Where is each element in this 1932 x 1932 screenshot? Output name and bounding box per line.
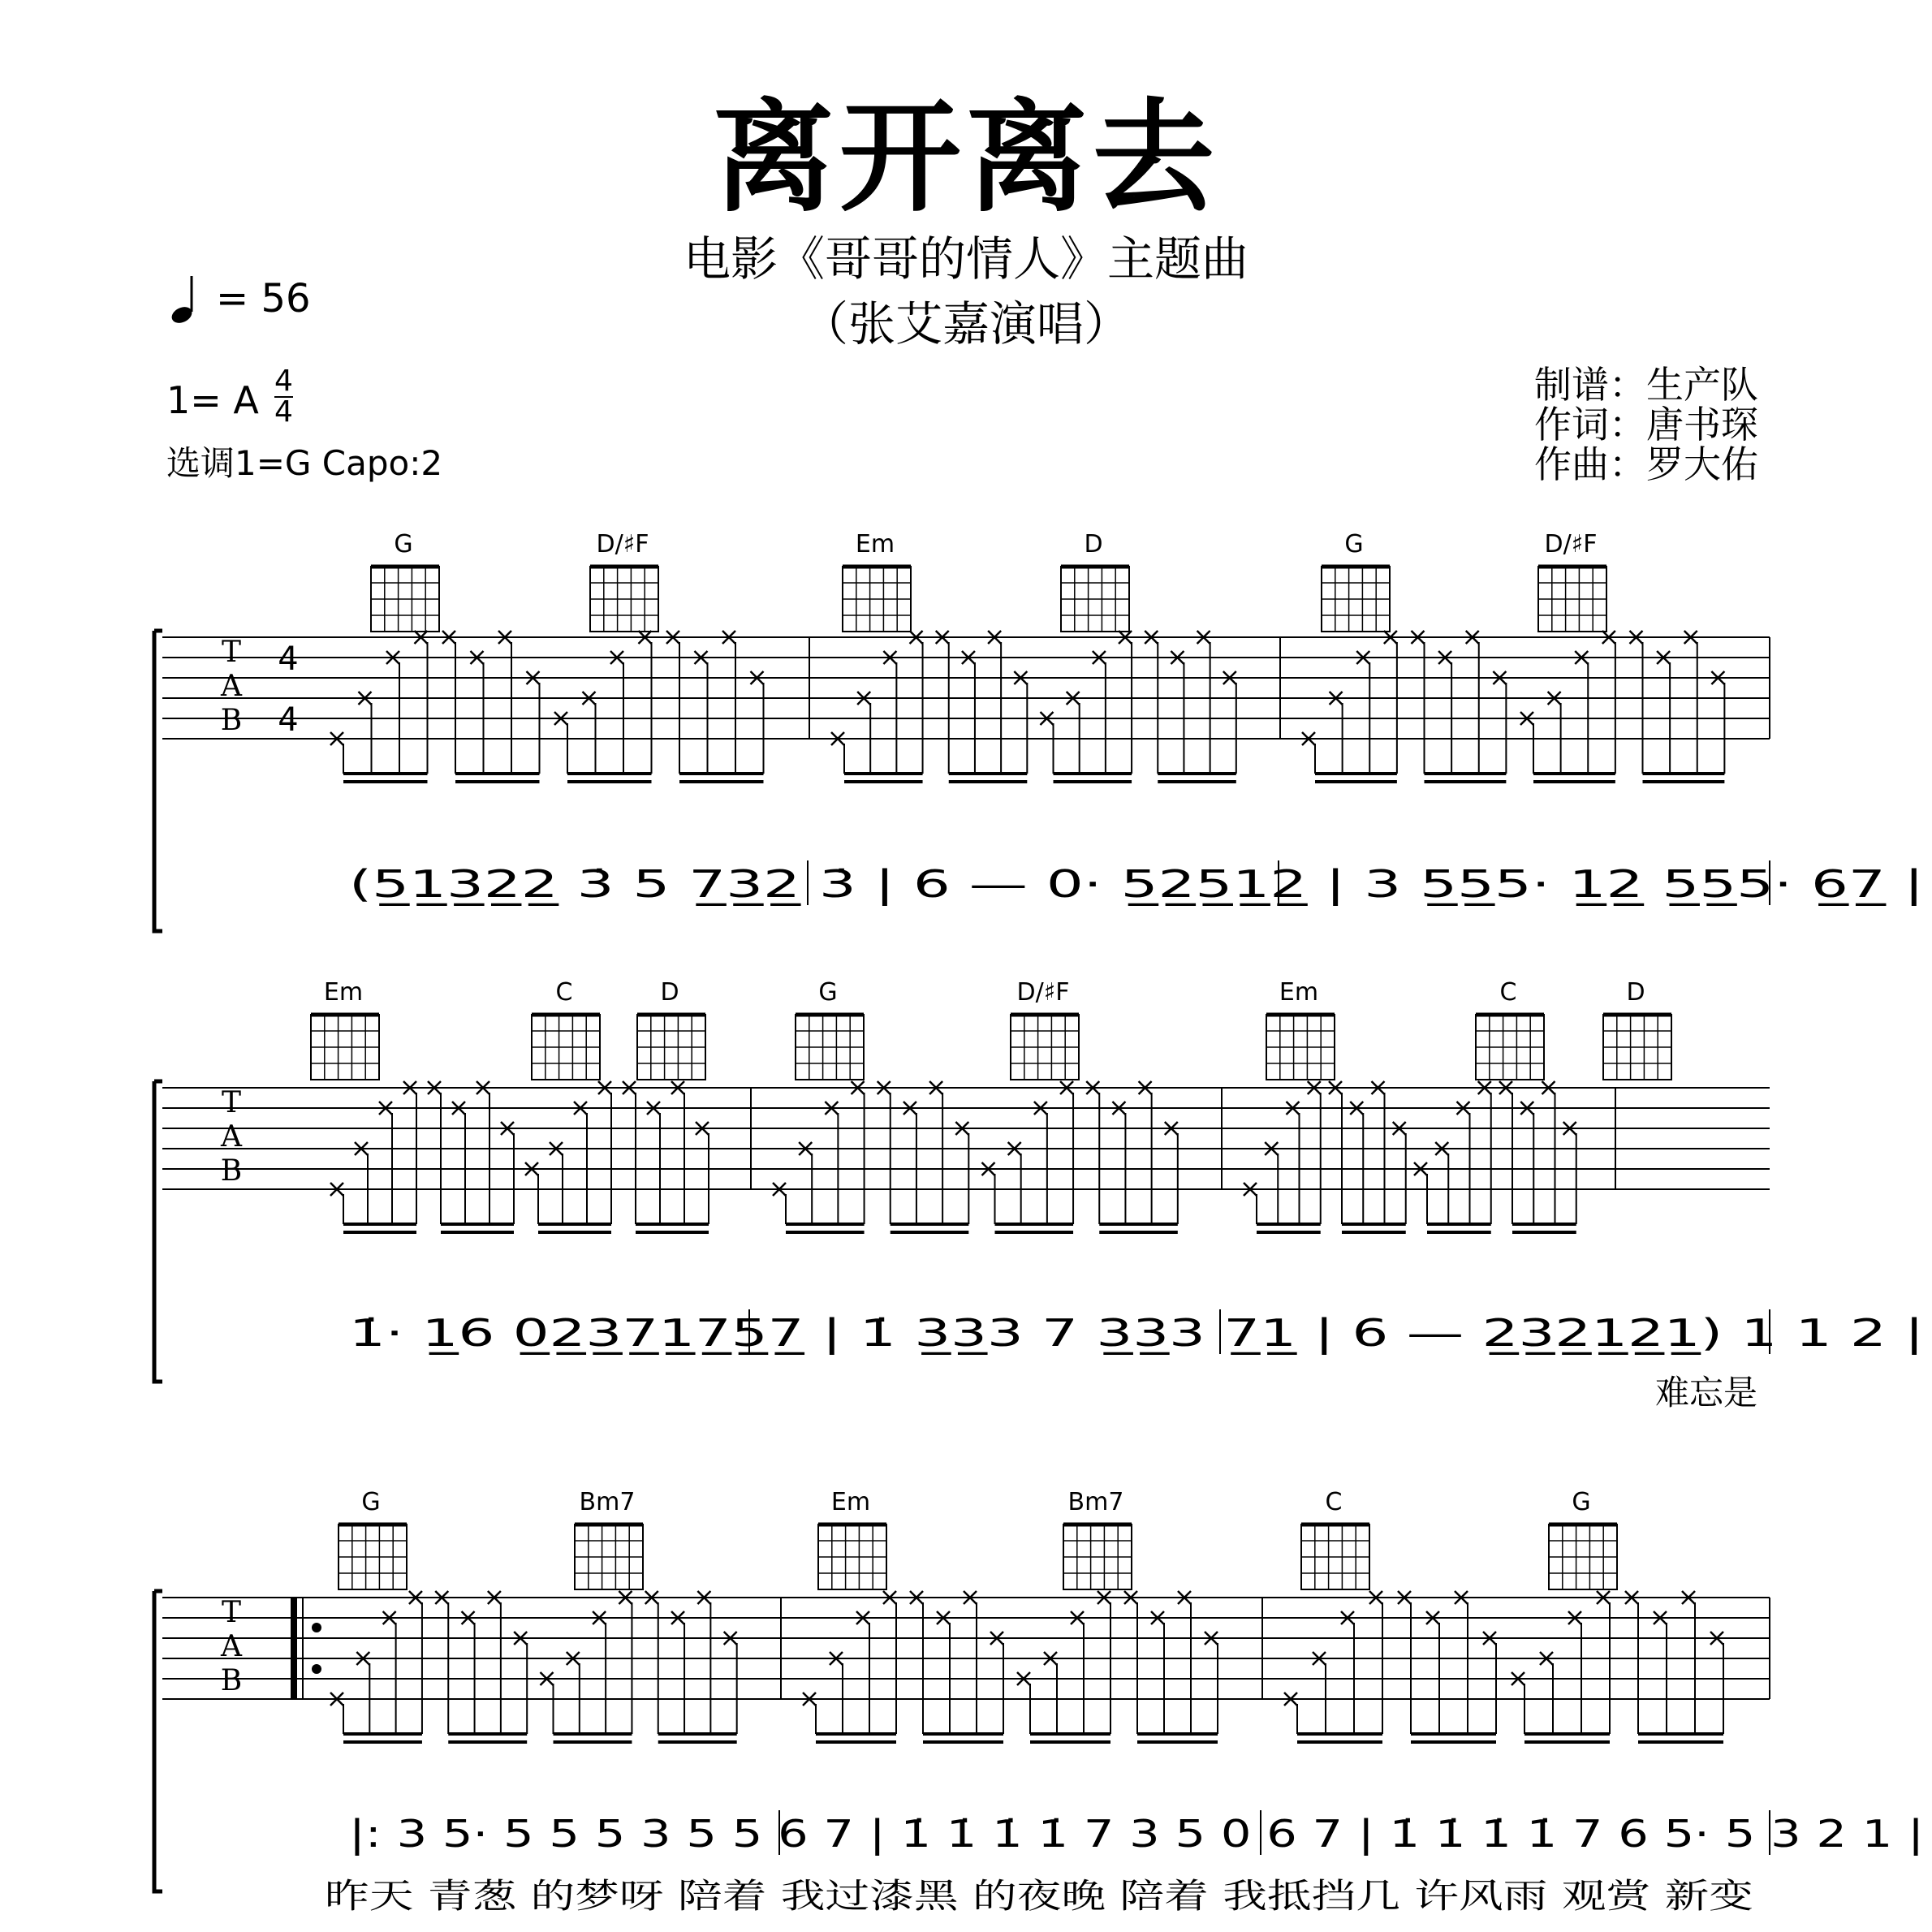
system-bracket (154, 1591, 162, 1891)
chord-name: G (1572, 1488, 1591, 1516)
key-signature: 1= A (166, 378, 259, 422)
singer: （张艾嘉演唱） (800, 296, 1131, 351)
chord-name: G (361, 1488, 381, 1516)
chord-name: D (1626, 978, 1645, 1007)
chord-name: Bm7 (579, 1488, 636, 1516)
credit-composer: 作曲：罗大佑 (1534, 442, 1758, 486)
numbered-notation: 1̇· 1̲6 0̲2̲3̲7̲1̲7̲5̲7̲ | 1̇ 3̲3̲3 7 3̲3̲3 7̲1̲ | 6 — 2̲3̲2̲1̲2̲1̲) 1 1 2 | (349, 1311, 1378, 1355)
time-signature-top: 4 (274, 364, 293, 398)
chord-name: D/♯F (596, 530, 649, 558)
tempo-value: = 56 (216, 276, 311, 321)
lyric-text: 昨天 青葱 的梦呀 陪着 我过漆黑 的夜晚 陪着 我抵挡几 许风雨 观赏 新变 (325, 1876, 1753, 1916)
chord-name: Em (830, 1488, 871, 1516)
system-bracket (154, 631, 162, 931)
numbered-notation: |: 3 5· 5 5 5 3 5 5 6 7 | 1̇ 1̇ 1̇ 1̇ 7 3 5 0 6 7 | 1̇ 1̇ 1̇ 1̇ 7 6 5· 5 3 2 1 | (349, 1812, 1576, 1856)
chord-name: Em (1279, 978, 1319, 1007)
tab-letter: T (221, 1086, 242, 1119)
time-signature-bottom: 4 (274, 395, 293, 429)
chord-name: C (1325, 1488, 1343, 1516)
chord-name: D (1084, 530, 1103, 558)
chord-name: D/♯F (1016, 978, 1070, 1007)
repeat-dot (312, 1623, 321, 1632)
song-title: 离开离去 (712, 88, 1219, 229)
tab-time-sig-bottom: 4 (278, 701, 299, 739)
chord-name: G (1344, 530, 1364, 558)
tab-letter: B (220, 1154, 243, 1188)
chord-name: D (660, 978, 679, 1007)
tab-letter: A (221, 1630, 242, 1663)
repeat-dot (312, 1664, 321, 1674)
chord-name: C (1499, 978, 1517, 1007)
tab-letter: A (221, 670, 242, 703)
credit-lyricist: 作词：唐书琛 (1534, 403, 1758, 446)
chord-name: G (818, 978, 838, 1007)
transpose-info: 选调1=G Capo:2 (166, 443, 443, 483)
tab-letter: A (221, 1120, 242, 1154)
numbered-notation: (5̲1̲3̲2̲2̲ 3̇ 5 7̲3̲2̲ 3̇ | 6 — 0· 5̲2̲5̲1̲2̲ | 3 5̲5̲5· 1̲2̲ 5̲5̲5· 6̲7̲ | (349, 862, 1353, 906)
system-bracket (154, 1081, 162, 1382)
lyric-text: 难忘是 (1654, 1373, 1757, 1412)
tab-letter: T (221, 636, 242, 669)
tab-letter: B (220, 1664, 243, 1697)
tab-letter: B (220, 704, 243, 737)
tab-time-sig-top: 4 (278, 640, 299, 678)
chord-name: G (394, 530, 413, 558)
chord-name: D/♯F (1544, 530, 1598, 558)
credit-arranger: 制谱：生产队 (1534, 363, 1758, 407)
chord-name: Bm7 (1067, 1488, 1124, 1516)
chord-name: Em (323, 978, 364, 1007)
chord-name: Em (855, 530, 895, 558)
subtitle: 电影《哥哥的情人》主题曲 (683, 231, 1248, 287)
tab-letter: T (221, 1596, 242, 1629)
chord-name: C (555, 978, 573, 1007)
